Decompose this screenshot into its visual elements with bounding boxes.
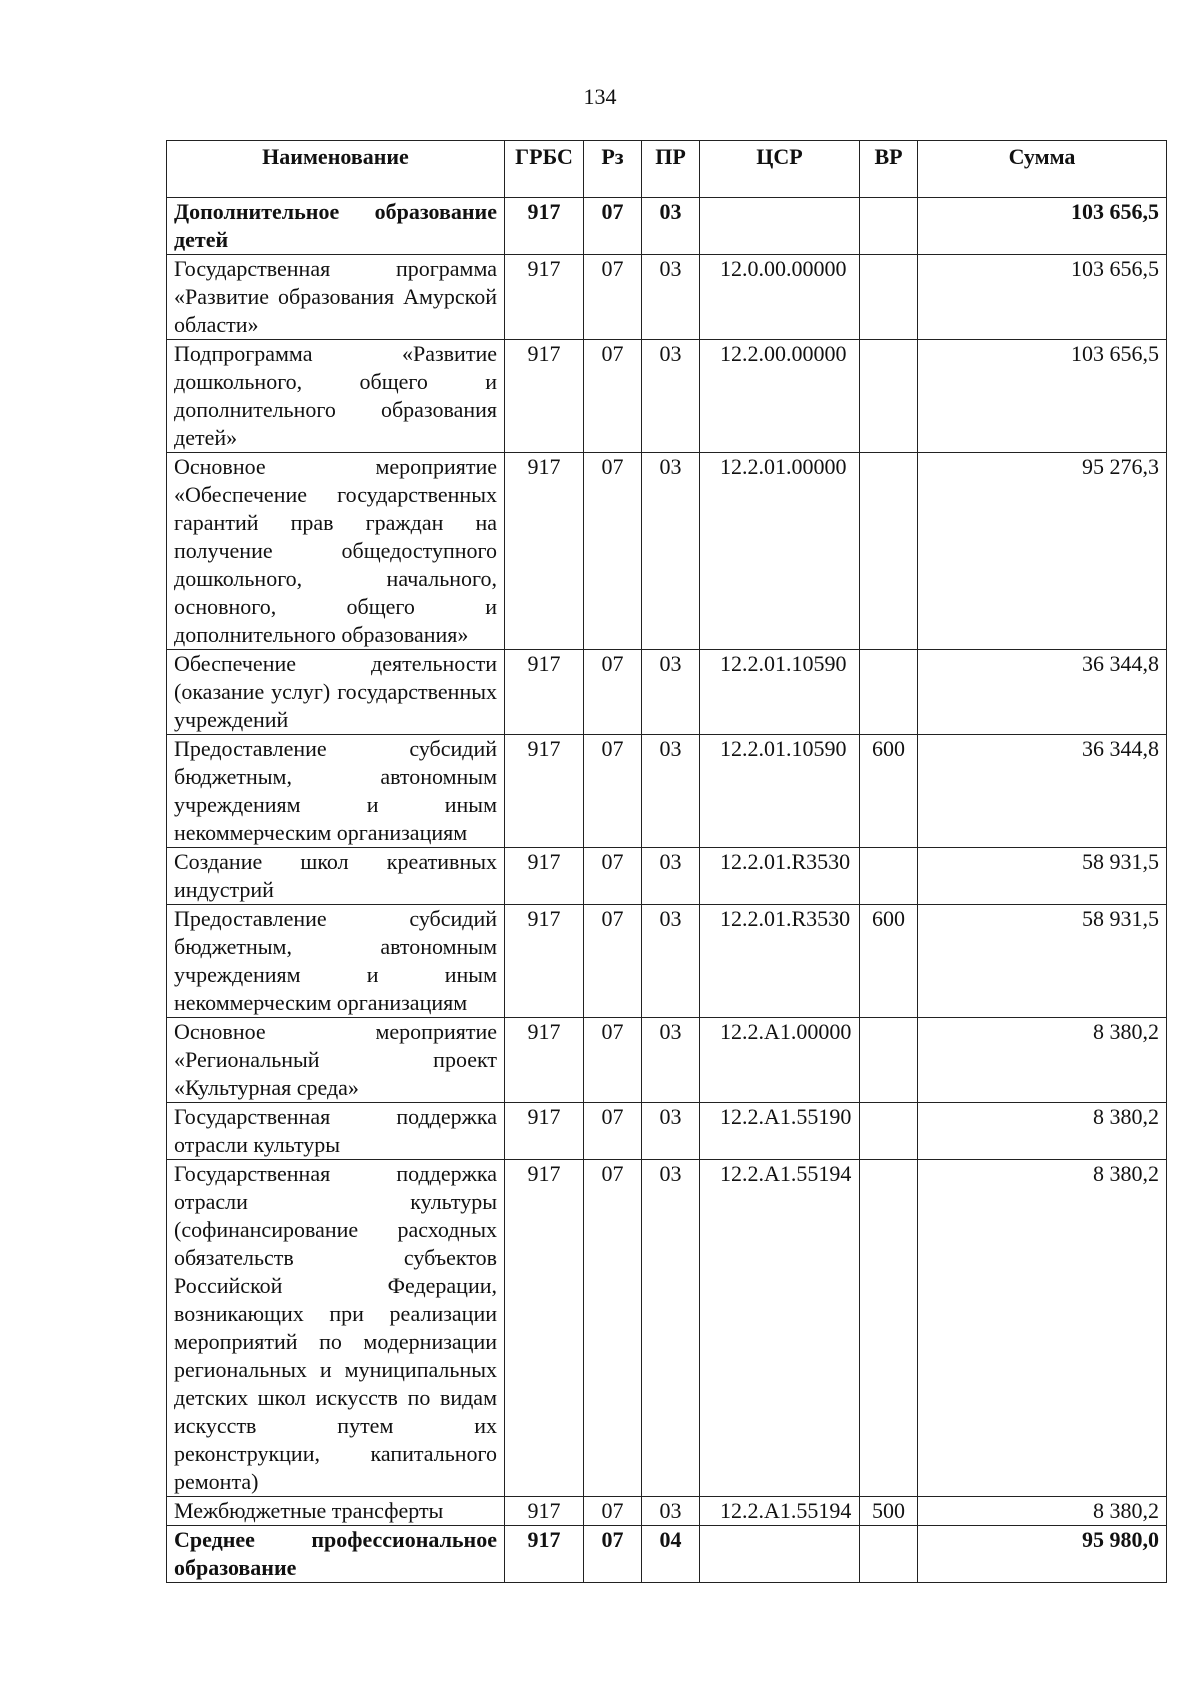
cell-csr: 12.2.A1.00000 (700, 1018, 860, 1103)
cell-grbs: 917 (505, 1526, 584, 1583)
cell-csr (700, 1526, 860, 1583)
cell-sum: 8 380,2 (918, 1103, 1167, 1160)
table-row (167, 453, 1167, 650)
cell-csr: 12.2.01.10590 (700, 650, 860, 735)
cell-sum: 95 980,0 (918, 1526, 1167, 1583)
cell-vr (860, 1103, 918, 1160)
cell-csr: 12.2.A1.55194 (700, 1160, 860, 1497)
table-row (167, 905, 1167, 1018)
cell-rz: 07 (584, 453, 642, 650)
cell-name: Предоставление субсидий бюджетным, автономным учреждениям и иным некоммерческим организациям (167, 905, 505, 1018)
cell-sum: 8 380,2 (918, 1497, 1167, 1526)
cell-pr: 03 (642, 1103, 700, 1160)
cell-sum: 8 380,2 (918, 1018, 1167, 1103)
header-rz: Рз (584, 141, 642, 198)
cell-rz: 07 (584, 340, 642, 453)
cell-csr: 12.2.01.R3530 (700, 848, 860, 905)
cell-grbs: 917 (505, 735, 584, 848)
header-vr: ВР (860, 141, 918, 198)
budget-table (166, 140, 1167, 1583)
cell-sum: 8 380,2 (918, 1160, 1167, 1497)
cell-rz: 07 (584, 1526, 642, 1583)
cell-name: Обеспечение деятельности (оказание услуг) государственных учреждений (167, 650, 505, 735)
cell-vr (860, 650, 918, 735)
table-row (167, 848, 1167, 905)
cell-vr (860, 198, 918, 255)
table-body (167, 198, 1167, 1583)
cell-name: Подпрограмма «Развитие дошкольного, общего и дополнительного образования детей» (167, 340, 505, 453)
cell-name: Дополнительное образование детей (167, 198, 505, 255)
table-header-row (167, 141, 1167, 198)
table-row (167, 735, 1167, 848)
cell-pr: 03 (642, 255, 700, 340)
cell-pr: 03 (642, 848, 700, 905)
cell-vr (860, 1526, 918, 1583)
cell-grbs: 917 (505, 453, 584, 650)
cell-name: Государственная программа «Развитие образования Амурской области» (167, 255, 505, 340)
header-pr: ПР (642, 141, 700, 198)
cell-name: Создание школ креативных индустрий (167, 848, 505, 905)
cell-vr (860, 340, 918, 453)
cell-vr (860, 848, 918, 905)
cell-sum: 58 931,5 (918, 905, 1167, 1018)
cell-vr (860, 255, 918, 340)
cell-name: Основное мероприятие «Обеспечение государственных гарантий прав граждан на получение общедоступного дошкольного, начального, основного, общего и дополнительного образования» (167, 453, 505, 650)
cell-csr: 12.2.A1.55194 (700, 1497, 860, 1526)
table-row (167, 1497, 1167, 1526)
table-row (167, 650, 1167, 735)
cell-csr: 12.2.01.10590 (700, 735, 860, 848)
cell-grbs: 917 (505, 848, 584, 905)
cell-grbs: 917 (505, 340, 584, 453)
cell-rz: 07 (584, 905, 642, 1018)
cell-vr (860, 1160, 918, 1497)
cell-rz: 07 (584, 1160, 642, 1497)
page-number: 134 (583, 84, 617, 109)
cell-name: Межбюджетные трансферты (167, 1497, 505, 1526)
cell-name: Среднее профессиональное образование (167, 1526, 505, 1583)
table-row (167, 1526, 1167, 1583)
cell-sum: 58 931,5 (918, 848, 1167, 905)
cell-rz: 07 (584, 1103, 642, 1160)
cell-csr: 12.2.A1.55190 (700, 1103, 860, 1160)
cell-pr: 03 (642, 1018, 700, 1103)
cell-sum: 95 276,3 (918, 453, 1167, 650)
cell-pr: 03 (642, 1497, 700, 1526)
cell-name: Основное мероприятие «Региональный проект «Культурная среда» (167, 1018, 505, 1103)
cell-vr (860, 453, 918, 650)
cell-pr: 03 (642, 198, 700, 255)
cell-rz: 07 (584, 848, 642, 905)
cell-sum: 103 656,5 (918, 340, 1167, 453)
cell-rz: 07 (584, 198, 642, 255)
cell-csr: 12.2.01.00000 (700, 453, 860, 650)
cell-pr: 03 (642, 1160, 700, 1497)
cell-sum: 36 344,8 (918, 735, 1167, 848)
header-grbs: ГРБС (505, 141, 584, 198)
cell-vr: 600 (860, 735, 918, 848)
cell-grbs: 917 (505, 255, 584, 340)
cell-pr: 03 (642, 650, 700, 735)
cell-sum: 103 656,5 (918, 255, 1167, 340)
cell-grbs: 917 (505, 1018, 584, 1103)
cell-grbs: 917 (505, 650, 584, 735)
cell-csr (700, 198, 860, 255)
cell-sum: 103 656,5 (918, 198, 1167, 255)
header-sum: Сумма (918, 141, 1167, 198)
table-row (167, 1160, 1167, 1497)
cell-rz: 07 (584, 650, 642, 735)
cell-rz: 07 (584, 1018, 642, 1103)
cell-csr: 12.0.00.00000 (700, 255, 860, 340)
cell-vr: 600 (860, 905, 918, 1018)
table-row (167, 340, 1167, 453)
cell-rz: 07 (584, 255, 642, 340)
table-row (167, 198, 1167, 255)
cell-csr: 12.2.01.R3530 (700, 905, 860, 1018)
cell-name: Государственная поддержка отрасли культуры (167, 1103, 505, 1160)
table-row (167, 1103, 1167, 1160)
cell-csr: 12.2.00.00000 (700, 340, 860, 453)
table-row (167, 255, 1167, 340)
cell-grbs: 917 (505, 905, 584, 1018)
cell-rz: 07 (584, 735, 642, 848)
cell-name: Предоставление субсидий бюджетным, автономным учреждениям и иным некоммерческим организациям (167, 735, 505, 848)
cell-grbs: 917 (505, 1160, 584, 1497)
cell-pr: 03 (642, 735, 700, 848)
cell-pr: 04 (642, 1526, 700, 1583)
cell-rz: 07 (584, 1497, 642, 1526)
cell-pr: 03 (642, 340, 700, 453)
cell-name: Государственная поддержка отрасли культуры (софинансирование расходных обязательств субъектов Российской Федерации, возникающих при реализации мероприятий по модернизации региональных и муниципальных детских школ искусств по видам искусств путем их реконструкции, капитального ремонта) (167, 1160, 505, 1497)
cell-grbs: 917 (505, 1103, 584, 1160)
cell-sum: 36 344,8 (918, 650, 1167, 735)
header-name: Наименование (167, 141, 505, 198)
cell-vr (860, 1018, 918, 1103)
header-csr: ЦСР (700, 141, 860, 198)
cell-pr: 03 (642, 905, 700, 1018)
cell-grbs: 917 (505, 1497, 584, 1526)
cell-grbs: 917 (505, 198, 584, 255)
table-row (167, 1018, 1167, 1103)
cell-pr: 03 (642, 453, 700, 650)
cell-vr: 500 (860, 1497, 918, 1526)
